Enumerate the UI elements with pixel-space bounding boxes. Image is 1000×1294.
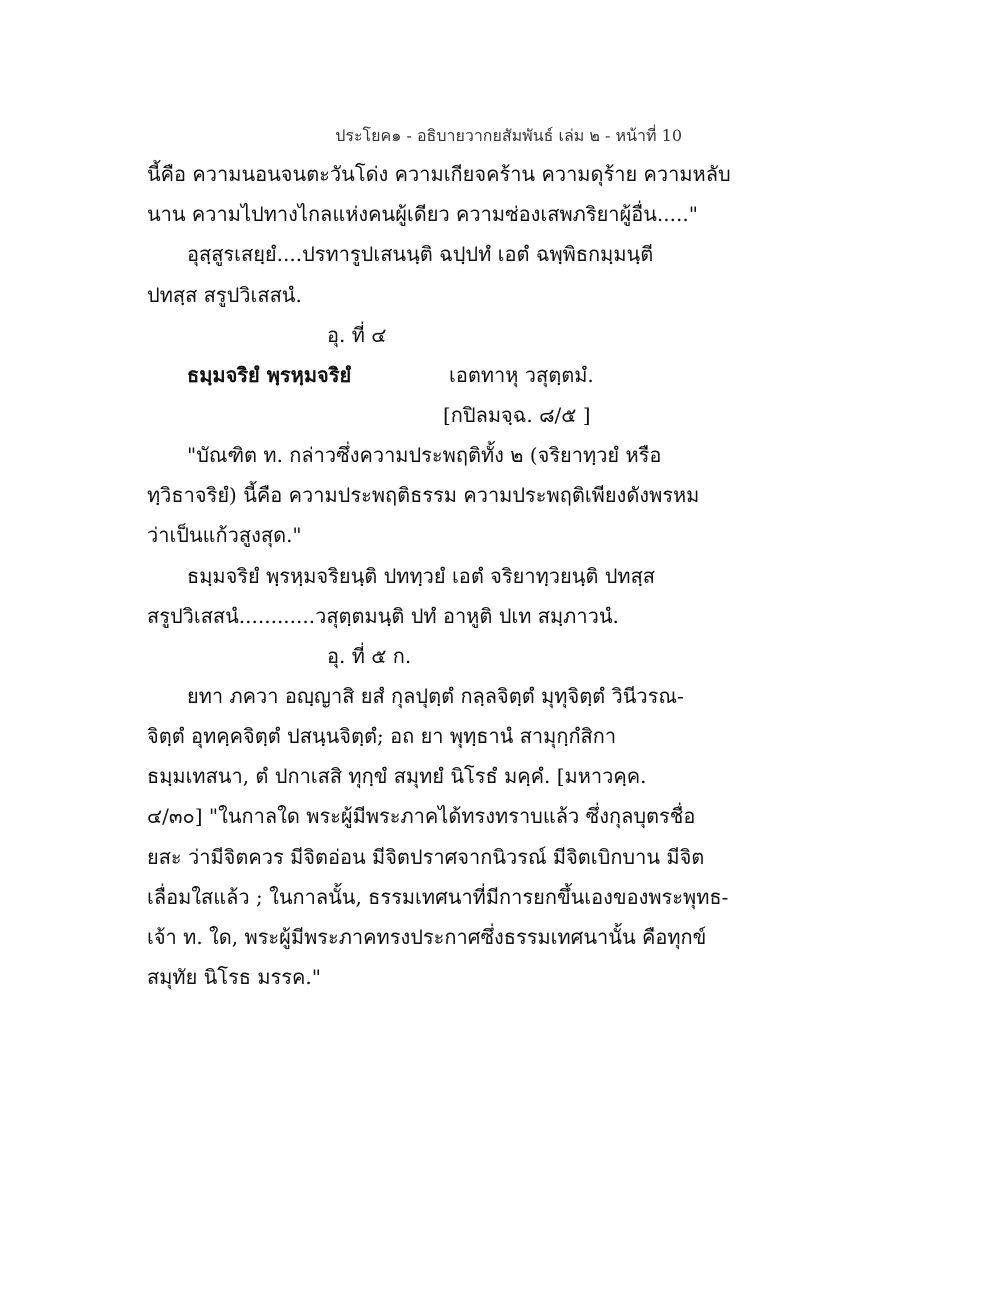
text-line: ว่าเป็นแก้วสูงสุด." (147, 523, 302, 547)
text-line: ธมฺมจริยํ พฺรหฺมจริยนฺติ ปททฺวยํ เอตํ จริยาทฺวยนฺติ ปทสฺส (187, 564, 656, 588)
text-line: นาน ความไปทางไกลแห่งคนผู้เดียว ความซ่องเสพภริยาผู้อื่น....." (147, 202, 698, 226)
example-reference: อุ. ที่ ๕ ก. (327, 644, 412, 668)
example-reference: อุ. ที่ ๔ (327, 323, 387, 347)
text-line: จิตฺตํ อุทคฺคจิตฺตํ ปสนฺนจิตฺตํ; อถ ยา พุทฺธานํ สามุกฺกํสิกา (147, 724, 617, 748)
text-line: เจ้า ท. ใด, พระผู้มีพระภาคทรงประกาศซึ่งธรรมเทศนานั้น คือทุกข์ (147, 925, 707, 949)
text-line: นี้คือ ความนอนจนตะวันโด่ง ความเกียจคร้าน ความดุร้าย ความหลับ (147, 162, 731, 186)
example-source: [กปิลมจฺฉ. ๘/๕ ] (443, 403, 591, 427)
example-pali: เอตทาหุ วสุตฺตมํ. (449, 363, 594, 387)
text-line: "บัณฑิต ท. กล่าวซึ่งความประพฤติทั้ง ๒ (จริยาทฺวยํ หรือ (187, 443, 662, 467)
text-line: สมุทัย นิโรธ มรรค." (147, 965, 321, 989)
example-pali-bold: ธมฺมจริยํ พฺรหฺมจริยํ (187, 363, 352, 387)
text-line: ธมฺมเทสนา, ตํ ปกาเสสิ ทุกฺขํ สมุทยํ นิโรธํ มคฺคํ. [มหาวคฺค. (147, 764, 647, 788)
text-line: ๔/๓๐] "ในกาลใด พระผู้มีพระภาคได้ทรงทราบแล้ว ซึ่งกุลบุตรชื่อ (147, 804, 696, 828)
text-line: ทฺวิธาจริยํ) นี้คือ ความประพฤติธรรม ความประพฤติเพียงดังพรหม (147, 483, 700, 507)
text-line: ปทสฺส สรูปวิเสสนํ. (147, 283, 302, 307)
text-line: ยสะ ว่ามีจิตควร มีจิตอ่อน มีจิตปราศจากนิวรณ์ มีจิตเบิกบาน มีจิต (147, 845, 705, 869)
running-header: ประโยค๑ - อธิบายวากยสัมพันธ์ เล่ม ๒ - หน้าที่ 10 (335, 126, 682, 145)
text-line: สรูปวิเสสนํ............วสุตฺตมนฺติ ปทํ อาหูติ ปเท สมฺภาวนํ. (147, 604, 619, 628)
text-line: อุสฺสูรเสยฺยํ....ปรทารูปเสนนฺติ ฉปฺปทํ เอตํ ฉพฺพิธกมฺมนฺตี (187, 242, 654, 266)
text-line: เลื่อมใสแล้ว ; ในกาลนั้น, ธรรมเทศนาที่มีการยกขึ้นเองของพระพุทธ- (147, 885, 729, 909)
text-line: ยทา ภควา อญฺญาสิ ยสํ กุลปุตฺตํ กลฺลจิตฺตํ มุทุจิตฺตํ วินีวรณ- (187, 684, 684, 708)
